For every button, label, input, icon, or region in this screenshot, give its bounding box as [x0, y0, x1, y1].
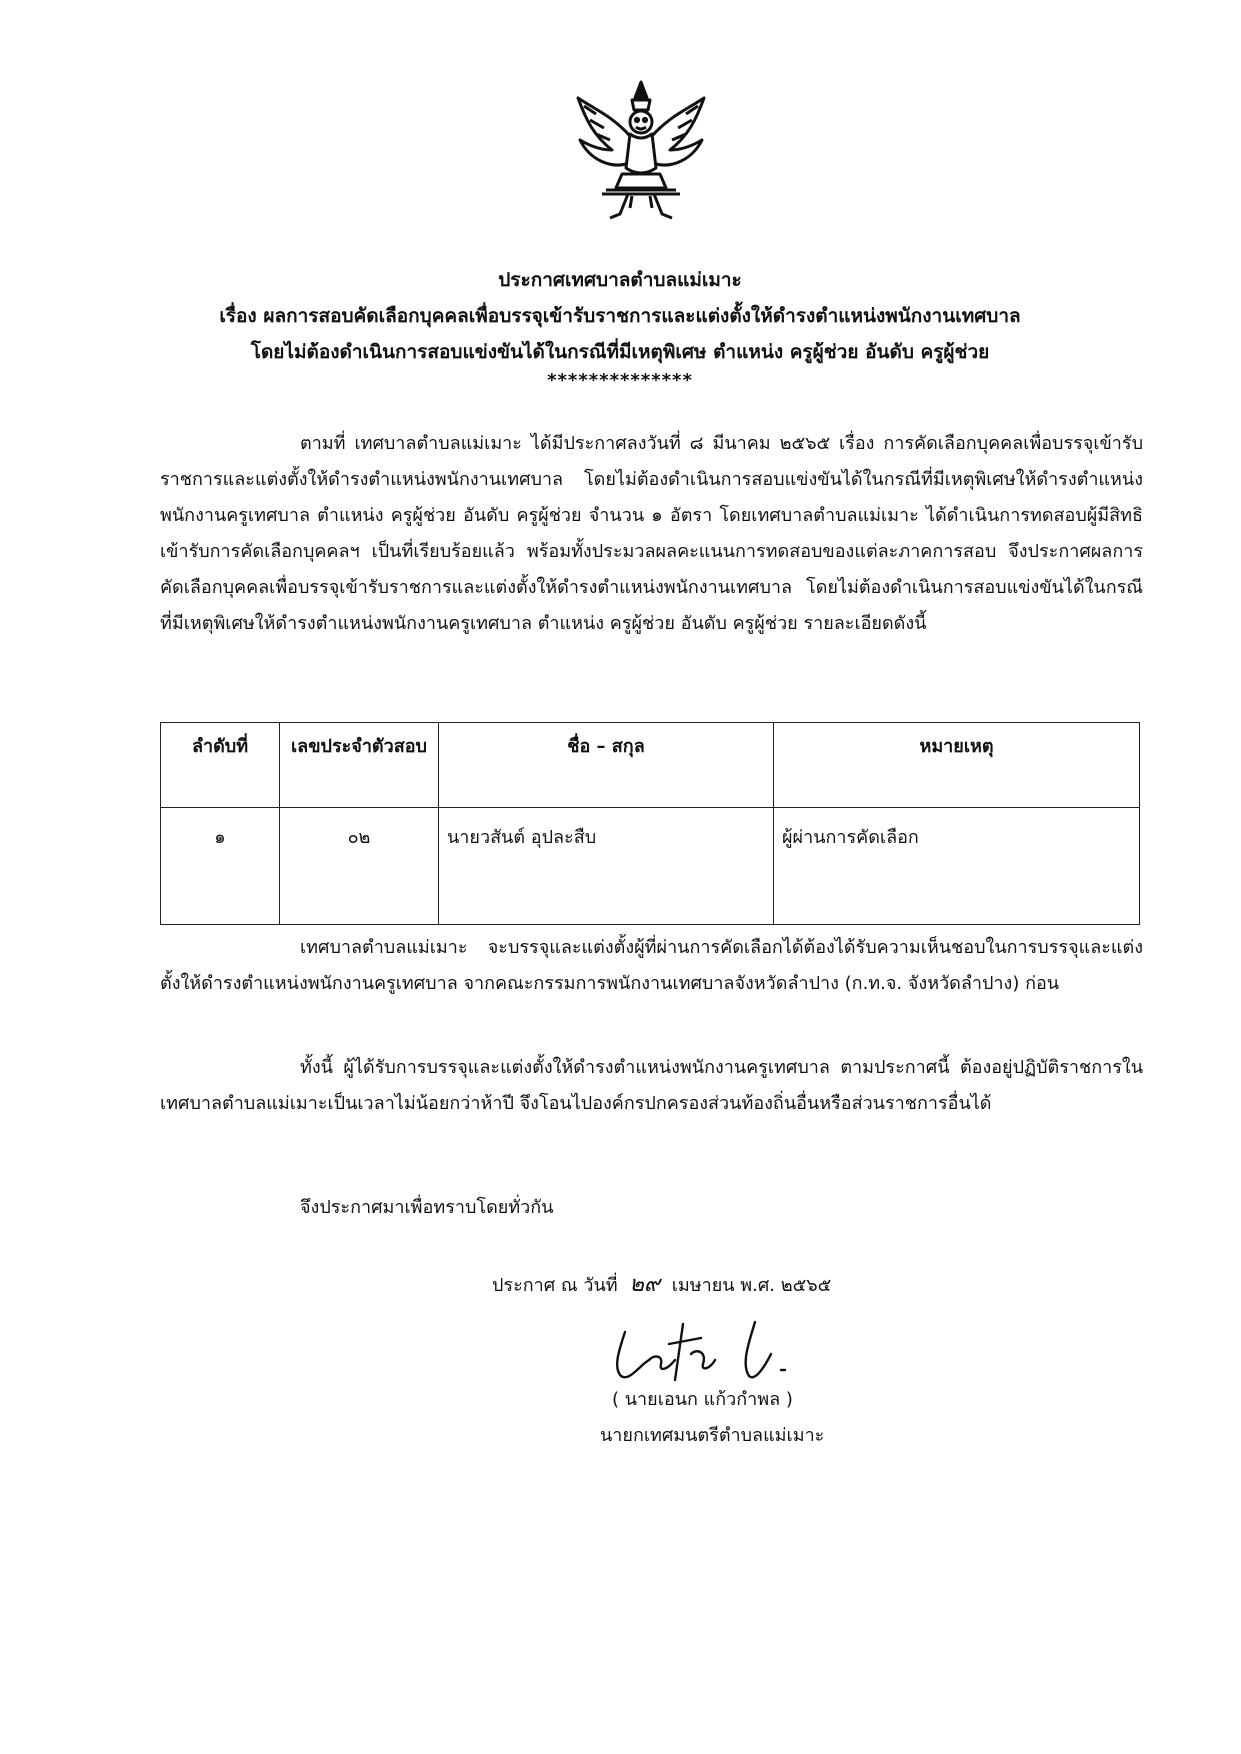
title-divider-stars: **************	[547, 370, 693, 391]
announcement-date	[492, 1266, 831, 1301]
signer-name: ( นายเอนก แก้วกำพล )	[612, 1389, 793, 1410]
cell-remark: ผู้ผ่านการคัดเลือก	[774, 808, 1140, 925]
date-month-year: เมษายน พ.ศ. ๒๕๖๕	[671, 1275, 832, 1296]
results-table	[160, 722, 1140, 925]
cell-exam-id: ๐๒	[280, 808, 439, 925]
closing-statement: จึงประกาศมาเพื่อทราบโดยทั่วกัน	[300, 1197, 554, 1218]
service-condition-paragraph: ทั้งนี้ ผู้ได้รับการบรรจุและแต่งตั้งให้ดำรงตำแหน่งพนักงานครูเทศบาล ตามประกาศนี้ ต้องอยู่ปฏิบัติราชการในเทศบาลตำบลแม่เมาะเป็นเวลาไม่น้อยกว่าห้าปี จึงโอนไปองค์กรปกครองส่วนท้องถิ่นอื่นหรือส่วนราชการอื่นได้	[160, 1057, 1143, 1114]
date-prefix: ประกาศ ณ วันที่	[492, 1275, 618, 1296]
table-row	[161, 808, 1140, 925]
header-remark: หมายเหตุ	[774, 723, 1140, 808]
signer-title: นายกเทศมนตรีตำบลแม่เมาะ	[600, 1425, 825, 1446]
table-header-row	[161, 723, 1140, 808]
handwritten-signature-icon	[605, 1310, 845, 1390]
header-order: ลำดับที่	[161, 723, 280, 808]
date-day: ๒๙	[629, 1272, 660, 1297]
announcement-title: ประกาศเทศบาลตำบลแม่เมาะ	[498, 269, 742, 291]
header-exam-id: เลขประจำตัวสอบ	[280, 723, 439, 808]
cell-name: นายวสันต์ อุปละสืบ	[439, 808, 774, 925]
header-name: ชื่อ – สกุล	[439, 723, 774, 808]
garuda-emblem-icon	[566, 76, 716, 226]
announcement-subject: เรื่อง ผลการสอบคัดเลือกบุคคลเพื่อบรรจุเข้ารับราชการและแต่งตั้งให้ดำรงตำแหน่งพนักงานเทศบาล	[219, 305, 1021, 327]
approval-paragraph: เทศบาลตำบลแม่เมาะ จะบรรจุและแต่งตั้งผู้ที่ผ่านการคัดเลือกได้ต้องได้รับความเห็นชอบในการบรรจุและแต่งตั้งให้ดำรงตำแหน่งพนักงานครูเทศบาล จากคณะกรรมการพนักงานเทศบาลจังหวัดลำปาง (ก.ท.จ. จังหวัดลำปาง) ก่อน	[160, 937, 1143, 994]
intro-paragraph: ตามที่ เทศบาลตำบลแม่เมาะ ได้มีประกาศลงวันที่ ๘ มีนาคม ๒๕๖๕ เรื่อง การคัดเลือกบุคคลเพื่อบรรจุเข้ารับราชการและแต่งตั้งให้ดำรงตำแหน่งพนักงานเทศบาล โดยไม่ต้องดำเนินการสอบแข่งขันได้ในกรณีที่มีเหตุพิเศษให้ดำรงตำแหน่งพนักงานครูเทศบาล ตำแหน่ง ครูผู้ช่วย อันดับ ครูผู้ช่วย จำนวน ๑ อัตรา โดยเทศบาลตำบลแม่เมาะ ได้ดำเนินการทดสอบผู้มีสิทธิเข้ารับการคัดเลือกบุคคลฯ เป็นที่เรียบร้อยแล้ว พร้อมทั้งประมวลผลคะแนนการทดสอบของแต่ละภาคการสอบ จึงประกาศผลการคัดเลือกบุคคลเพื่อบรรจุเข้ารับราชการและแต่งตั้งให้ดำรงตำแหน่งพนักงานเทศบาล โดยไม่ต้องดำเนินการสอบแข่งขันได้ในกรณีที่มีเหตุพิเศษให้ดำรงตำแหน่งพนักงานครูเทศบาล ตำแหน่ง ครูผู้ช่วย อันดับ ครูผู้ช่วย รายละเอียดดังนี้	[160, 433, 1143, 634]
announcement-subject-line2: โดยไม่ต้องดำเนินการสอบแข่งขันได้ในกรณีที่มีเหตุพิเศษ ตำแหน่ง ครูผู้ช่วย อันดับ ครูผู้ช่วย	[250, 341, 990, 363]
announcement-header	[140, 262, 1100, 392]
cell-order: ๑	[161, 808, 280, 925]
